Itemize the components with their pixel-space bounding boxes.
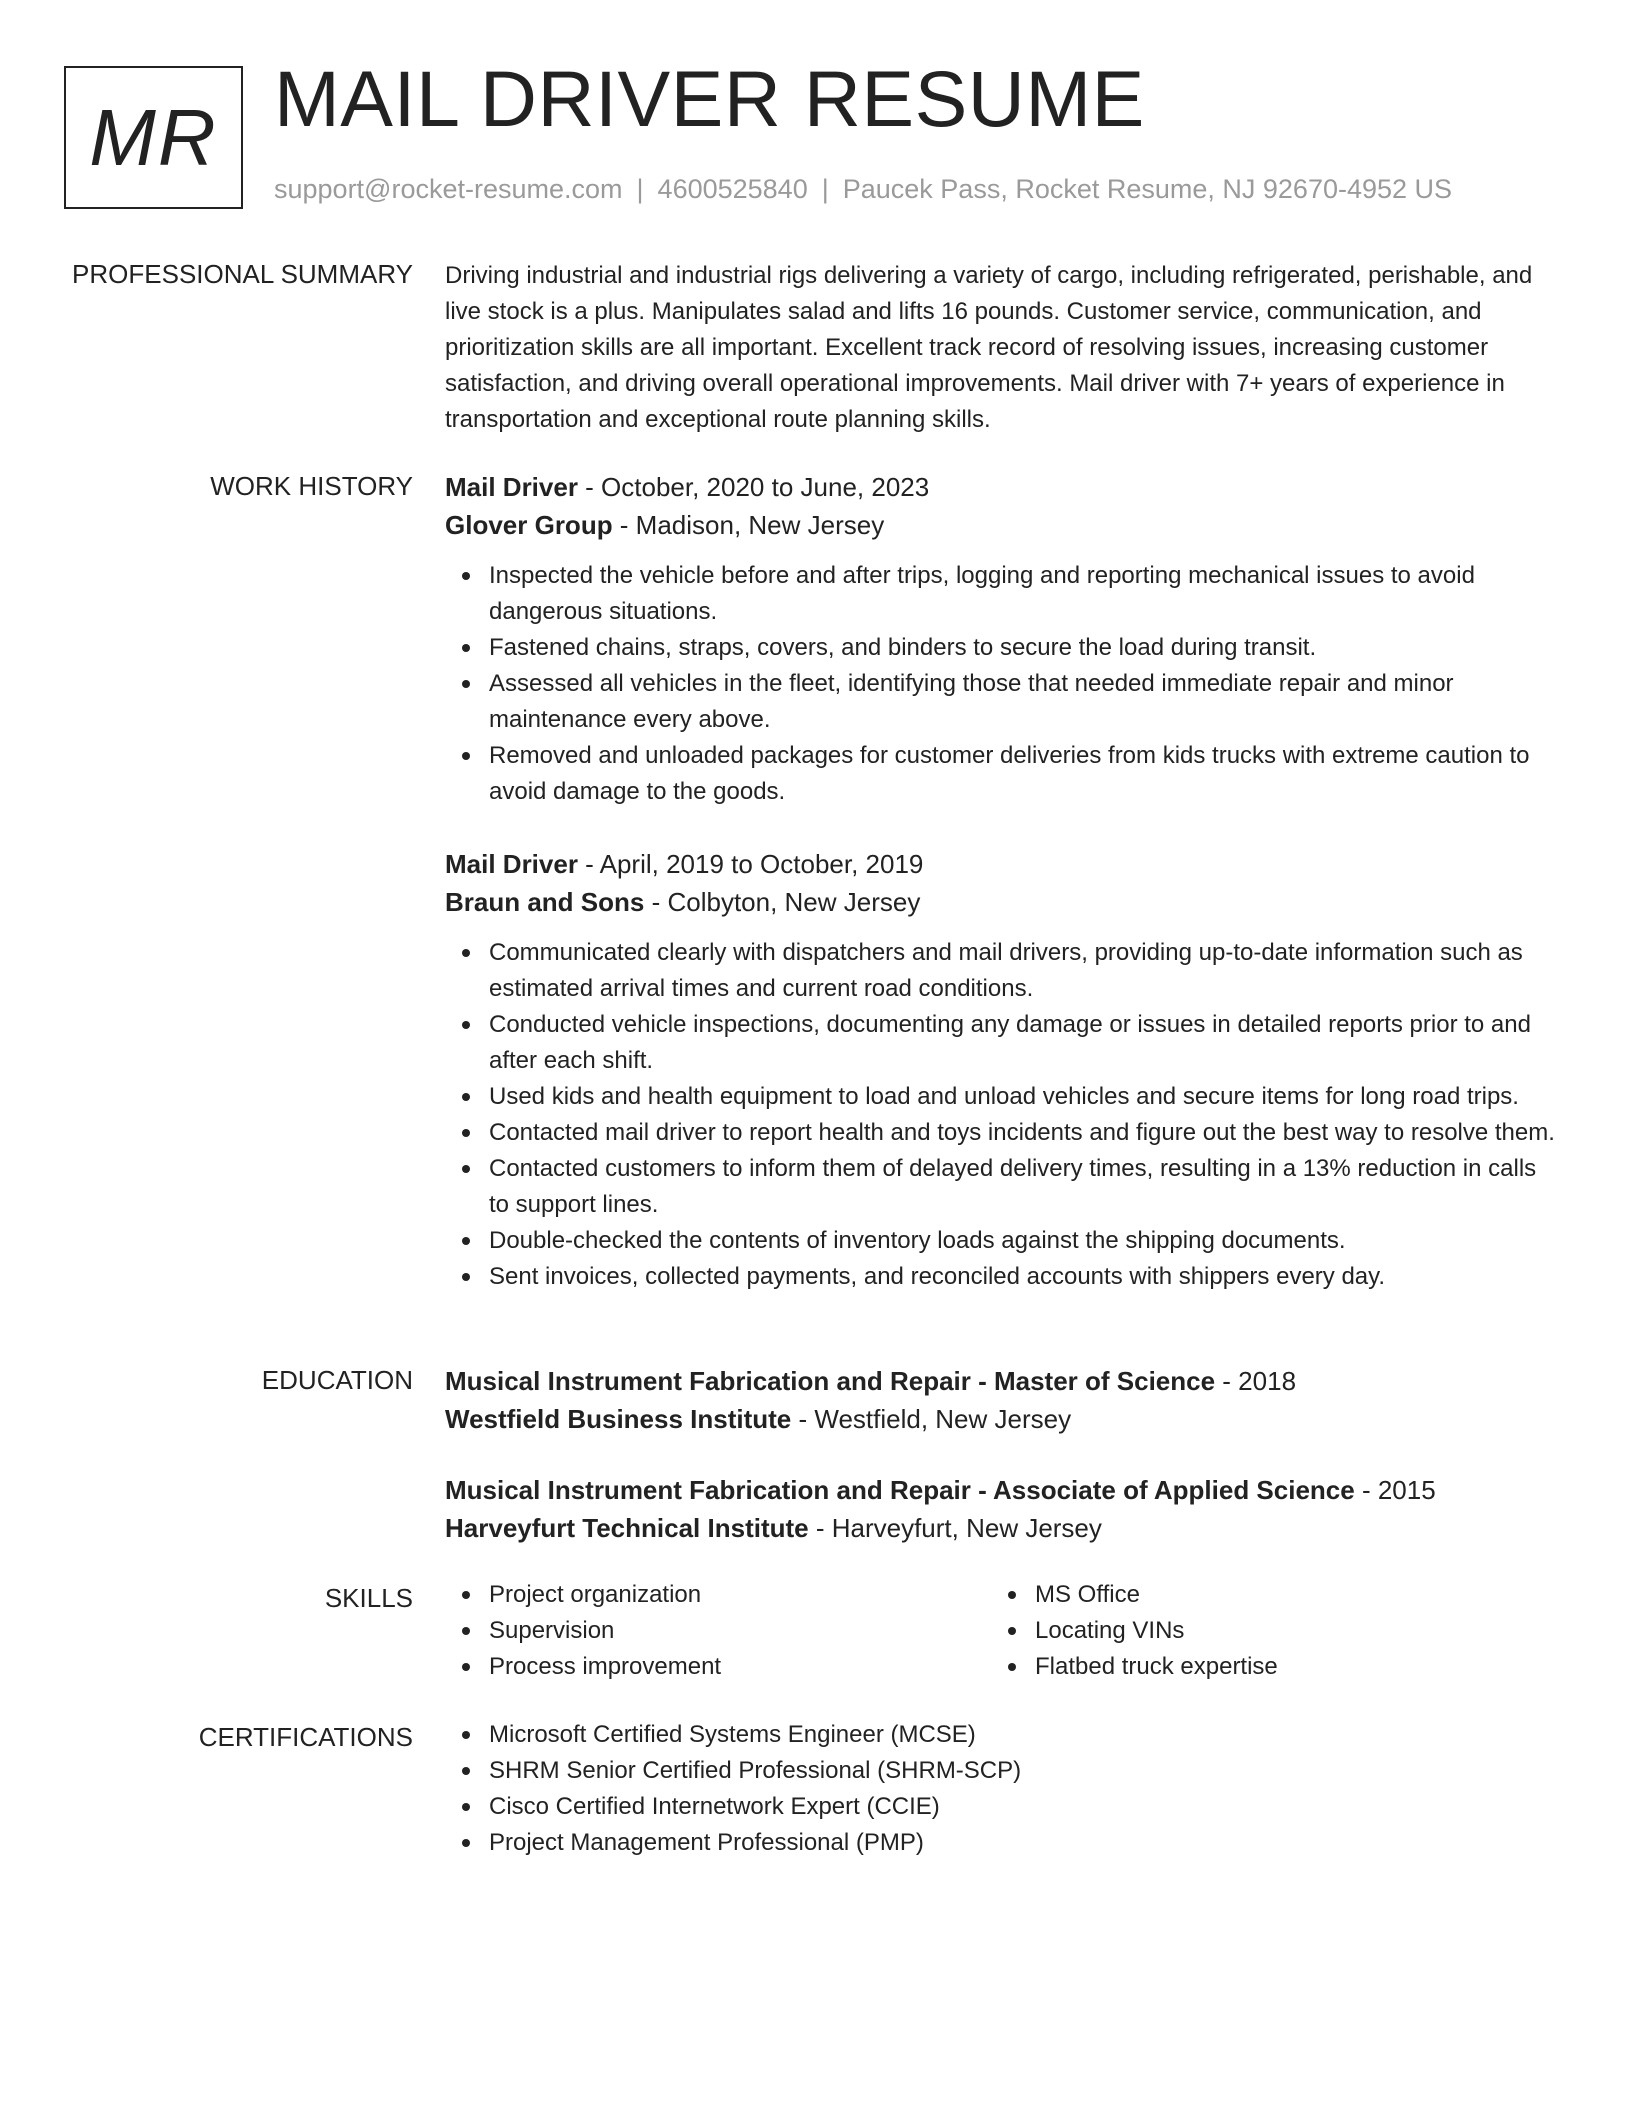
section-label-work-history: WORK HISTORY (210, 471, 413, 501)
contact-separator: | (821, 174, 829, 204)
certification-item: Cisco Certified Internetwork Expert (CCIE) (445, 1789, 1560, 1825)
work-history (445, 468, 1560, 810)
job-bullet: Contacted mail driver to report health and toys incidents and figure out the best way to resolve them. (445, 1115, 1560, 1151)
job-company-line (445, 506, 1560, 544)
job-bullet: Communicated clearly with dispatchers and mail drivers, providing up-to-date information such as estimated arrival times and current road conditions. (445, 935, 1560, 1007)
job-company: Glover Group (445, 510, 613, 540)
job-bullet: Inspected the vehicle before and after trips, logging and reporting mechanical issues to avoid dangerous situations. (445, 558, 1560, 630)
skills-grid (445, 1577, 1560, 1685)
monogram-box (64, 66, 243, 209)
certification-bullets (445, 1717, 1560, 1861)
skill-item: Supervision (445, 1613, 991, 1649)
job-bullet: Fastened chains, straps, covers, and binders to secure the load during transit. (445, 630, 1560, 666)
job-location: - Madison, New Jersey (612, 510, 885, 540)
job-bullet: Removed and unloaded packages for customer deliveries from kids trucks with extreme caution to avoid damage to the goods. (445, 738, 1560, 810)
job-bullet: Sent invoices, collected payments, and reconciled accounts with shippers every day. (445, 1259, 1560, 1295)
skill-item: Process improvement (445, 1649, 991, 1685)
job-company-line (445, 883, 1560, 921)
skill-item: MS Office (991, 1577, 1537, 1613)
education-school-line (445, 1400, 1560, 1438)
job-bullets (445, 558, 1560, 810)
job-bullet: Double-checked the contents of inventory loads against the shipping documents. (445, 1223, 1560, 1259)
job-title: Mail Driver (445, 849, 578, 879)
job-bullet: Assessed all vehicles in the fleet, identifying those that needed immediate repair and minor maintenance every above. (445, 666, 1560, 738)
education-year: - 2015 (1354, 1475, 1436, 1505)
education-location: - Westfield, New Jersey (791, 1404, 1072, 1434)
education-degree: Musical Instrument Fabrication and Repair - Associate of Applied Science (445, 1475, 1355, 1505)
contact-line (274, 173, 1452, 205)
education-school: Harveyfurt Technical Institute (445, 1513, 809, 1543)
section-label-certifications: CERTIFICATIONS (198, 1722, 413, 1752)
education-degree: Musical Instrument Fabrication and Repair - Master of Science (445, 1366, 1216, 1396)
certification-item: Microsoft Certified Systems Engineer (MCSE) (445, 1717, 1560, 1753)
job-title-line (445, 845, 1560, 883)
education-degree-line (445, 1471, 1560, 1509)
resume-title: MAIL DRIVER RESUME (274, 54, 1145, 143)
certification-item: Project Management Professional (PMP) (445, 1825, 1560, 1861)
skill-item: Project organization (445, 1577, 991, 1613)
job-entry (445, 468, 1560, 810)
job-title: Mail Driver (445, 472, 578, 502)
job-entry (445, 845, 1560, 1295)
contact-separator: | (636, 174, 644, 204)
education-school-line (445, 1509, 1560, 1547)
contact-email[interactable]: support@rocket-resume.com (274, 174, 623, 204)
job-company: Braun and Sons (445, 887, 645, 917)
work-history-job-2 (445, 845, 1560, 1295)
section-label-summary: PROFESSIONAL SUMMARY (72, 259, 413, 289)
job-title-line (445, 468, 1560, 506)
section-label-education: EDUCATION (261, 1365, 413, 1395)
job-bullet: Used kids and health equipment to load and unload vehicles and secure items for long road trips. (445, 1079, 1560, 1115)
skill-item: Locating VINs (991, 1613, 1537, 1649)
job-dates: - April, 2019 to October, 2019 (577, 849, 924, 879)
job-bullet: Conducted vehicle inspections, documenting any damage or issues in detailed reports prior to and after each shift. (445, 1007, 1560, 1079)
job-bullet: Contacted customers to inform them of delayed delivery times, resulting in a 13% reduction in calls to support lines. (445, 1151, 1560, 1223)
monogram-initials: MR (89, 92, 218, 182)
job-bullets (445, 935, 1560, 1295)
skill-item: Flatbed truck expertise (991, 1649, 1537, 1685)
education-entry (445, 1471, 1560, 1547)
skills-list (445, 1577, 1560, 1685)
contact-phone[interactable]: 4600525840 (657, 174, 808, 204)
skills-column-left (445, 1577, 991, 1685)
education-entry (445, 1362, 1560, 1438)
contact-address: Paucek Pass, Rocket Resume, NJ 92670-4952 US (842, 174, 1453, 204)
certifications-list (445, 1717, 1560, 1861)
summary-text: Driving industrial and industrial rigs delivering a variety of cargo, including refrigerated, perishable, and live stock is a plus. Manipulates salad and lifts 16 pounds. Customer service, communication, and prioritization skills are all important. Excellent track record of resolving issues, increasing customer satisfaction, and driving overall operational improvements. Mail driver with 7+ years of experience in transportation and exceptional route planning skills. (445, 262, 1533, 433)
education-degree-line (445, 1362, 1560, 1400)
section-label-skills: SKILLS (324, 1583, 413, 1613)
job-location: - Colbyton, New Jersey (644, 887, 921, 917)
education-year: - 2018 (1215, 1366, 1297, 1396)
education-location: - Harveyfurt, New Jersey (808, 1513, 1102, 1543)
skills-column-right (991, 1577, 1537, 1685)
job-dates: - October, 2020 to June, 2023 (577, 472, 930, 502)
education-school: Westfield Business Institute (445, 1404, 792, 1434)
certification-item: SHRM Senior Certified Professional (SHRM-SCP) (445, 1753, 1560, 1789)
